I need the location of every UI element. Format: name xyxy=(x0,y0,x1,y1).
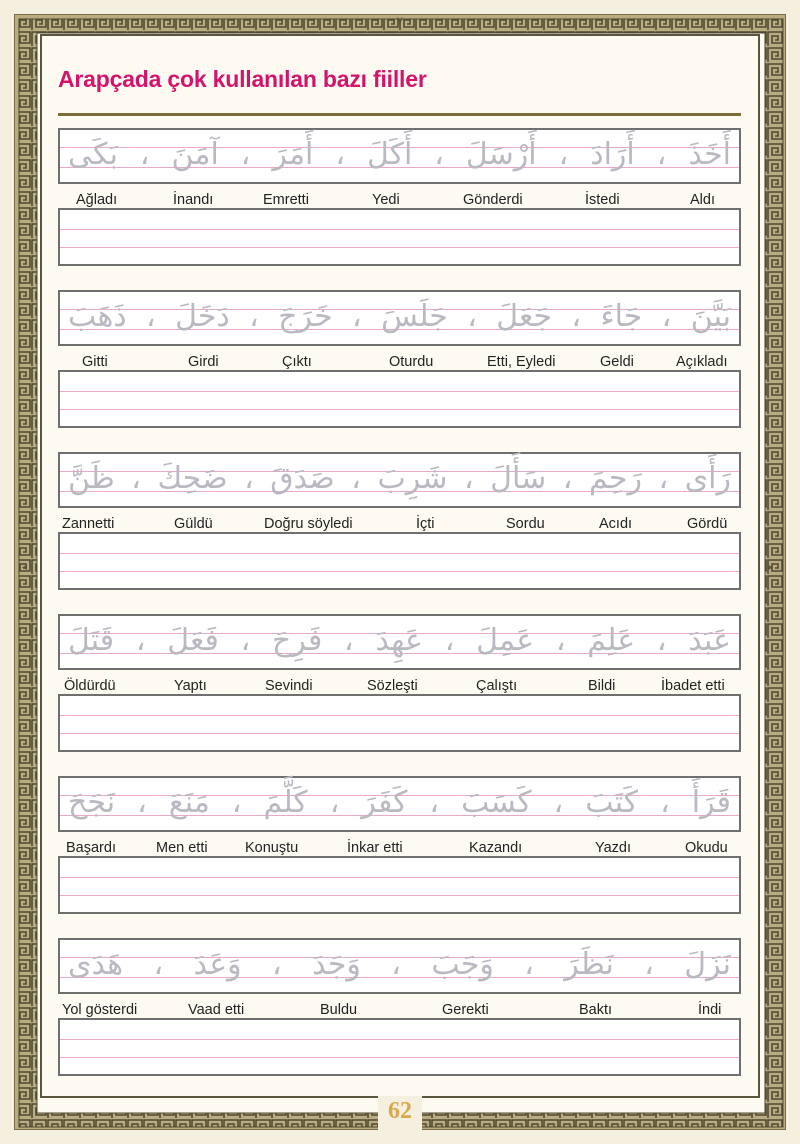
meaning-label: Acıdı xyxy=(599,516,633,532)
meaning-label: Yaptı xyxy=(174,678,207,694)
meaning-label: Güldü xyxy=(174,516,213,532)
meaning-label: Çalıştı xyxy=(476,678,518,694)
arabic-tracing-box xyxy=(58,452,741,508)
arabic-verbs: بَيَّنَ ، جَاءَ ، جَعَلَ ، جَلَسَ ، خَرَجَ ، دَخَلَ ، ذَهَبَ xyxy=(68,299,731,334)
arabic-verbs: رَأَى ، رَحِمَ ، سَأَلَ ، شَرِبَ ، صَدَقَ ، ضَحِكَ ، ظَنَّ xyxy=(68,461,731,496)
meaning-label: Gördü xyxy=(687,516,728,532)
meaning-label: Gerekti xyxy=(442,1002,489,1018)
arabic-tracing-box xyxy=(58,290,741,346)
meaning-label: Gitti xyxy=(82,354,108,370)
meaning-label: İbadet etti xyxy=(661,678,725,694)
right-margin-mark: ▸ xyxy=(768,562,774,573)
meaning-label: Gönderdi xyxy=(463,192,523,208)
meaning-label: Aldı xyxy=(690,192,715,208)
meaning-label: Emretti xyxy=(263,192,309,208)
meaning-label: Baktı xyxy=(579,1002,613,1018)
title-underline xyxy=(58,113,741,116)
meaning-label: Açıkladı xyxy=(676,354,728,370)
meaning-label: Okudu xyxy=(685,840,728,856)
arabic-verbs: عَبَدَ ، عَلِمَ ، عَمِلَ ، عَهِدَ ، فَرِحَ ، فَعَلَ ، قَتَلَ xyxy=(68,623,731,658)
meaning-label: Sordu xyxy=(506,516,545,532)
meaning-label: Geldi xyxy=(600,354,634,370)
meaning-label: Sözleşti xyxy=(367,678,418,694)
meaning-label: Yazdı xyxy=(595,840,632,856)
writing-practice-box[interactable] xyxy=(58,856,741,914)
meaning-label: Oturdu xyxy=(389,354,434,370)
arabic-tracing-box xyxy=(58,614,741,670)
meaning-label: Yedi xyxy=(372,192,400,208)
meaning-label: Ağladı xyxy=(76,192,118,208)
page-number: 62 xyxy=(388,1098,412,1124)
meaning-label: Konuştu xyxy=(245,840,299,856)
arabic-verbs: نَزَلَ ، نَظَرَ ، وَجَبَ ، وَجَدَ ، وَعَدَ ، هَدَى xyxy=(68,947,731,982)
writing-practice-box[interactable] xyxy=(58,1018,741,1076)
page-title: Arapçada çok kullanılan bazı fiiller xyxy=(58,66,427,92)
meaning-label: İstedi xyxy=(585,192,620,208)
writing-practice-box[interactable] xyxy=(58,370,741,428)
meaning-label: Yol gösterdi xyxy=(62,1002,138,1018)
meaning-label: Çıktı xyxy=(282,354,312,370)
meaning-label: Doğru söyledi xyxy=(264,516,353,532)
meaning-label: Başardı xyxy=(66,840,116,856)
left-margin-mark: ◂ xyxy=(22,562,28,573)
arabic-verbs: قَرَأَ ، كَتَبَ ، كَسَبَ ، كَفَرَ ، كَلَّمَ ، مَنَعَ ، نَجَحَ xyxy=(68,785,731,820)
meaning-label: Vaad etti xyxy=(188,1002,245,1018)
writing-practice-box[interactable] xyxy=(58,208,741,266)
meaning-label: Girdi xyxy=(188,354,219,370)
meaning-label: İçti xyxy=(416,516,435,532)
arabic-tracing-box xyxy=(58,938,741,994)
meaning-label: Öldürdü xyxy=(64,678,116,694)
meaning-label: Bildi xyxy=(588,678,616,694)
meaning-label: Kazandı xyxy=(469,840,523,856)
meaning-label: Etti, Eyledi xyxy=(487,354,556,370)
top-page-mark: ٧ xyxy=(396,14,404,28)
writing-practice-box[interactable] xyxy=(58,694,741,752)
arabic-tracing-box xyxy=(58,128,741,184)
meaning-label: Zannetti xyxy=(62,516,115,532)
meaning-label: Buldu xyxy=(320,1002,358,1018)
arabic-tracing-box xyxy=(58,776,741,832)
arabic-verbs: أَخَذَ ، أَرَادَ ، أَرْسَلَ ، أَكَلَ ، أَمَرَ ، آمَنَ ، بَكَى xyxy=(68,137,731,172)
writing-practice-box[interactable] xyxy=(58,532,741,590)
meaning-label: İndi xyxy=(698,1002,722,1018)
meaning-label: Sevindi xyxy=(265,678,313,694)
meaning-label: İnkar etti xyxy=(347,840,403,856)
meaning-label: İnandı xyxy=(173,192,214,208)
meaning-label: Men etti xyxy=(156,840,208,856)
